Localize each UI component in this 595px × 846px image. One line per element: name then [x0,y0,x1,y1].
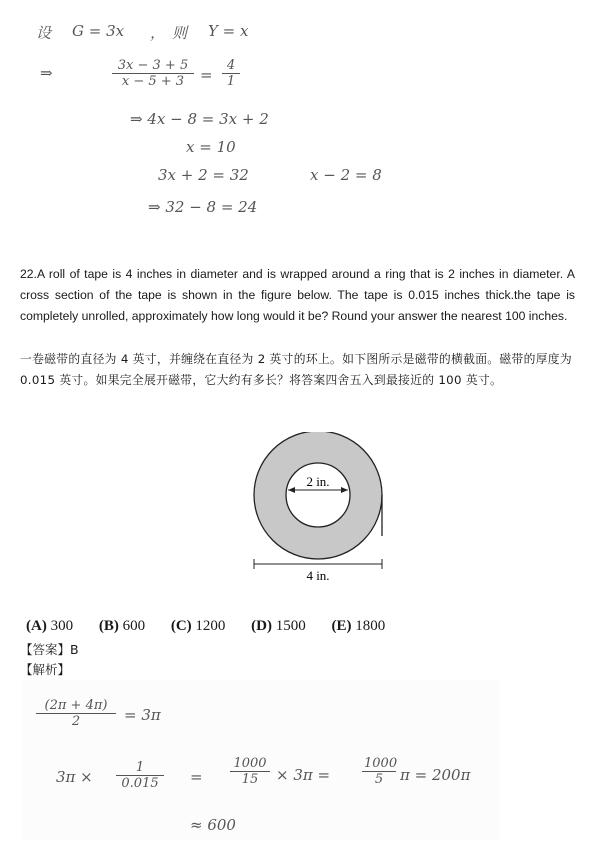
choice-b: (B) 600 [98,618,146,634]
question-chinese: 一卷磁带的直径为 4 英寸，并缠绕在直径为 2 英寸的环上。如下图所示是磁带的横截面。磁带的厚度为 0.015 英寸。如果完全展开磁带，它大约有多长？将答案四舍五入到最接近的 100 英寸。 [20,352,572,387]
sol-frac1-den: 2 [71,714,81,729]
sol-line1-rhs: = 3π [124,706,161,724]
hw-expr-y: Y = x [208,22,249,40]
hw-fraction-rhs [222,58,240,89]
choice-a: (A) 300 [26,618,74,634]
sol-frac4-num: 1000 [364,756,398,771]
choice-e: (E) 1800 [331,618,386,634]
outer-diameter-label: 4 in. [306,568,330,583]
sol-line2-lhs: 3π × [56,768,93,786]
handwritten-solution [22,680,500,840]
sol-line2-end: π = 200π [400,766,471,784]
sol-frac-3 [230,756,270,787]
hw-frac-den: x − 5 + 3 [121,74,185,89]
answer-line [20,640,79,658]
choice-c: (C) 1200 [170,618,226,634]
sol-frac1-num: (2π + 4π) [36,698,116,714]
hw-fraction-lhs [112,58,194,89]
hw-expr-g: G = 3x [72,22,125,40]
answer-label: 【答案】 [20,642,71,657]
analysis-label: 【解析】 [20,662,71,677]
sol-frac-2 [116,760,164,791]
hw-frac-num: 3x − 3 + 5 [112,58,194,74]
sol-line2-mid: × 3π = [276,766,331,784]
question-english: 22.A roll of tape is 4 inches in diameter and is wrapped around a ring that is 2 inches in diameter. A cross section of the tape is shown in the figure below. The tape is 0.015 inches thick.the tape is completely unrolled, approximately how long would it be? Round your answer the nearest 100 inches. [20,267,575,323]
hw-rhs-den: 1 [226,74,236,89]
sol-frac2-num: 1 [116,760,164,776]
hw-line5a: 3x + 2 = 32 [158,166,249,184]
sol-frac-4 [362,756,396,787]
sol-frac-1 [36,698,116,729]
hw-line5b: x − 2 = 8 [310,166,382,184]
hw-line3: ⇒ 4x − 8 = 3x + 2 [130,110,269,128]
hw-rhs-num: 4 [222,58,240,74]
hw-equals: = [200,66,213,84]
hw-comma: ， [150,24,166,42]
sol-frac3-den: 15 [241,772,259,787]
sol-frac4-den: 5 [374,772,384,787]
sol-frac3-num: 1000 [230,756,270,772]
choice-d: (D) 1500 [251,618,306,634]
hw-line6: ⇒ 32 − 8 = 24 [148,198,258,216]
tape-cross-section-figure [245,432,395,592]
sol-frac2-den: 0.015 [121,776,159,791]
hw-arrow: ⇒ [40,64,53,82]
hw-then: 则 [172,24,188,42]
sol-line3: ≈ 600 [190,816,236,834]
sol-line2-eq: = [190,768,203,786]
answer-choices [26,618,407,635]
answer-value: B [70,642,79,657]
hw-line4: x = 10 [186,138,236,156]
inner-diameter-label: 2 in. [306,474,330,489]
inner-ring-hole [286,463,350,527]
hw-let: 设 [36,24,52,42]
